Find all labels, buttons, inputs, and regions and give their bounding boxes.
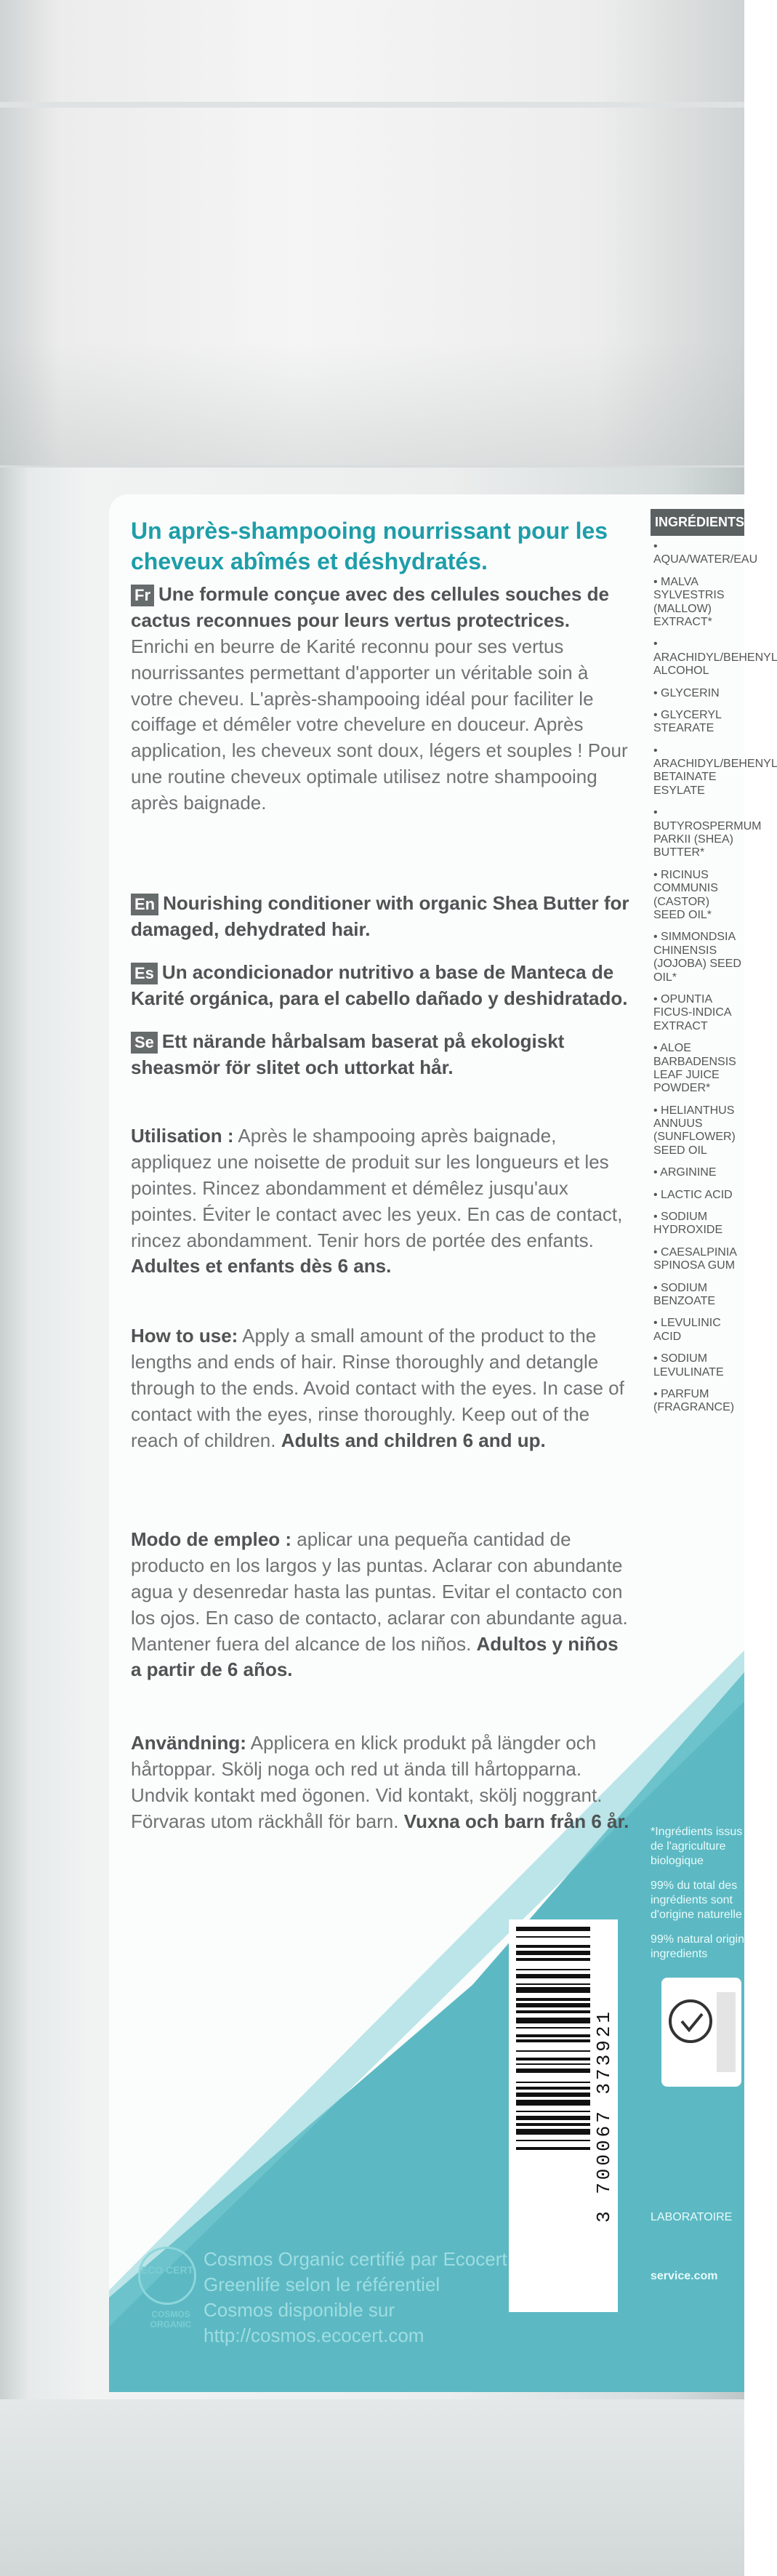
- barcode-bar: [516, 2027, 590, 2029]
- ingredient-item: • RICINUS COMMUNIS (CASTOR) SEED OIL*: [651, 864, 744, 927]
- barcode-bar: [516, 2003, 590, 2007]
- cosmos-text: Cosmos Organic certifié par Ecocert Greenlife selon le référentiel Cosmos disponible sur http://cosmos.ecocert.com: [204, 2248, 507, 2347]
- fr-bold: Une formule conçue avec des cellules souches de cactus reconnues pour leurs vertus protectrices.: [131, 583, 609, 631]
- es-bold: Un acondicionador nutritivo a base de Manteca de Karité orgánica, para el cabello dañado y deshidratado.: [131, 961, 628, 1009]
- usage-fr-text: Après le shampooing après baignade, appliquez une noisette de produit sur les longueurs et les pointes. Rincez abondamment et démêlez jusqu'aux pointes. Éviter le contact avec les yeux. En cas de contact, rincez abondamment. Tenir hors de portée des enfants.: [131, 1125, 623, 1251]
- ecocert-logo: [131, 2247, 211, 2341]
- barcode-bar: [516, 1927, 590, 1931]
- ingredient-item: • AQUA/WATER/EAU: [651, 536, 744, 571]
- ingredient-item: • HELIANTHUS ANNUUS (SUNFLOWER) SEED OIL: [651, 1100, 744, 1163]
- ingredients-panel: [651, 509, 777, 1419]
- flag-fr: Fr: [131, 585, 154, 606]
- barcode-bar: [516, 2116, 590, 2120]
- usage-se-label: Användning:: [131, 1732, 246, 1754]
- headline: Un après-shampooing nourrissant pour les cheveux abîmés et déshydratés.: [131, 518, 608, 574]
- company-web: service.com: [651, 2269, 718, 2282]
- barcode-bar: [516, 1945, 590, 1948]
- ingredient-item: • SODIUM BENZOATE: [651, 1277, 744, 1313]
- barcode-bar: [516, 1936, 590, 1938]
- usage-se: [131, 1730, 632, 1835]
- flag-es: Es: [131, 963, 158, 984]
- product-label: [109, 494, 777, 2392]
- usage-es-bold: Adultos y niños a partir de 6 años.: [131, 1632, 619, 1681]
- footer-note: *Ingrédients issus de l'agriculture biologique: [651, 1826, 743, 1867]
- barcode-bar: [516, 2082, 590, 2083]
- paragraph-se: [131, 1029, 632, 1081]
- usage-es-text: aplicar una pequeña cantidad de producto en los largos y las puntas. Aclarar con abundante agua y desenredar hasta las puntas. Evitar el contacto con los ojos. En caso de contacto, aclarar con abundante agua. Mantener fuera del alcance de los niños.: [131, 1528, 628, 1655]
- ingredients-title: INGRÉDIENTS: [651, 509, 744, 536]
- ingredient-item: • ALOE BARBADENSIS LEAF JUICE POWDER*: [651, 1038, 744, 1100]
- usage-en-label: How to use:: [131, 1325, 238, 1347]
- ingredient-item: • SODIUM HYDROXIDE: [651, 1206, 744, 1242]
- barcode-bar: [516, 2087, 590, 2090]
- usage-se-text: Applicera en klick produkt på längder och hårtoppar. Skölj noga och red ut ända till hårtopparna. Undvik kontakt med ögonen. Vid kontakt, skölj noggrant. Förvaras utom räckhåll för barn.: [131, 1732, 603, 1832]
- footer-note: 99% natural origin ingredients: [651, 1933, 744, 1960]
- company-name: LABORATOIRE: [651, 2211, 733, 2223]
- barcode-bar: [516, 2140, 590, 2141]
- barcode-bar: [516, 1987, 590, 1993]
- barcode-bar: [516, 2010, 590, 2013]
- usage-en-text: Apply a small amount of the product to the lengths and ends of hair. Rinse thoroughly and detangle through to the ends. Avoid contact with the eyes. In case of contact with the eyes, rinse thoroughly. Keep out of the reach of children.: [131, 1325, 624, 1451]
- barcode-bar: [516, 1983, 590, 1985]
- paragraph-en: [131, 891, 632, 943]
- ecocert-badge: ECO CERT: [138, 2247, 196, 2305]
- bottle-bottom: [0, 2399, 744, 2576]
- paragraph-fr: [131, 582, 632, 816]
- barcode-bar: [516, 2039, 590, 2042]
- ingredient-item: • GLYCERIN: [651, 683, 744, 705]
- fr-text: Enrichi en beurre de Karité reconnu pour ses vertus nourrissantes permettant d'apporter un véritable soin à votre cheveu. L'après-shampooing idéal pour faciliter le coiffage et démêler votre chevelure en douceur. Après application, les cheveux sont doux, légers et souples ! Pour une routine cheveux optimale utilisez notre shampooing après baignade.: [131, 635, 628, 814]
- barcode-bar: [516, 1951, 590, 1955]
- ingredient-item: • ARACHIDYL/BEHENYL BETAINATE ESYLATE: [651, 740, 744, 803]
- barcode-bar: [516, 1974, 590, 1978]
- barcode-bar: [516, 2093, 590, 2097]
- se-bold: Ett närande hårbalsam baserat på ekologiskt sheasmör för slitet och uttorkat hår.: [131, 1030, 565, 1078]
- paragraph-es: [131, 960, 632, 1012]
- recycle-icon: [661, 1978, 741, 2087]
- barcode-bar: [516, 2111, 590, 2112]
- barcode-bar: [516, 2100, 590, 2106]
- usage-en: [131, 1323, 632, 1453]
- barcode-bar: [516, 2050, 590, 2052]
- barcode-bar: [516, 1998, 590, 2001]
- barcode-bar: [516, 2069, 590, 2073]
- barcode-bar: [516, 2063, 590, 2065]
- usage-es: [131, 1527, 632, 1683]
- footer-note: 99% du total des ingrédients sont d'origine naturelle: [651, 1879, 742, 1921]
- ingredient-item: • SIMMONDSIA CHINENSIS (JOJOBA) SEED OIL*: [651, 926, 744, 989]
- barcode-bar: [516, 1958, 590, 1961]
- barcode-digits: 3 700067 373921: [593, 2008, 615, 2223]
- usage-fr: [131, 1123, 632, 1280]
- usage-es-label: Modo de empleo :: [131, 1528, 291, 1550]
- ingredient-item: • LEVULINIC ACID: [651, 1312, 744, 1348]
- cap-rim: [0, 102, 744, 108]
- ingredient-item: • LACTIC ACID: [651, 1184, 744, 1206]
- barcode-bar: [516, 2018, 590, 2023]
- ingredient-item: • PARFUM (FRAGRANCE): [651, 1384, 744, 1419]
- flag-en: En: [131, 894, 158, 915]
- footer-notes: [651, 1825, 744, 1962]
- ingredient-item: • MALVA SYLVESTRIS (MALLOW) EXTRACT*: [651, 571, 744, 634]
- barcode-bar: [516, 2034, 590, 2037]
- ingredient-item: • OPUNTIA FICUS-INDICA EXTRACT: [651, 989, 744, 1038]
- usage-fr-bold: Adultes et enfants dès 6 ans.: [131, 1255, 392, 1277]
- cap-shadow: [0, 342, 744, 465]
- barcode-bar: [516, 2123, 590, 2126]
- barcode-bar: [516, 2129, 590, 2135]
- barcode-bar: [516, 2058, 590, 2061]
- flag-se: Se: [131, 1032, 158, 1054]
- ingredient-item: • ARGININE: [651, 1162, 744, 1184]
- usage-fr-label: Utilisation :: [131, 1125, 234, 1147]
- company-info: [651, 2210, 744, 2284]
- ingredients-list: [651, 536, 777, 1419]
- ingredient-item: • SODIUM LEVULINATE: [651, 1348, 744, 1384]
- barcode: [509, 1919, 618, 2312]
- ingredient-item: • GLYCERYL STEARATE: [651, 705, 744, 740]
- usage-en-bold: Adults and children 6 and up.: [281, 1429, 546, 1451]
- bottle-cap: [0, 0, 744, 468]
- en-bold: Nourishing conditioner with organic Shea Butter for damaged, dehydrated hair.: [131, 892, 629, 940]
- barcode-bar: [516, 2147, 590, 2150]
- usage-se-bold: Vuxna och barn från 6 år.: [403, 1810, 629, 1832]
- ingredient-item: • ARACHIDYL/BEHENYL ALCOHOL: [651, 633, 744, 682]
- ecocert-sub: COSMOS ORGANIC: [150, 2309, 192, 2330]
- ingredient-item: • CAESALPINIA SPINOSA GUM: [651, 1242, 744, 1277]
- barcode-bar: [516, 1969, 590, 1970]
- ingredient-item: • BUTYROSPERMUM PARKII (SHEA) BUTTER*: [651, 802, 744, 864]
